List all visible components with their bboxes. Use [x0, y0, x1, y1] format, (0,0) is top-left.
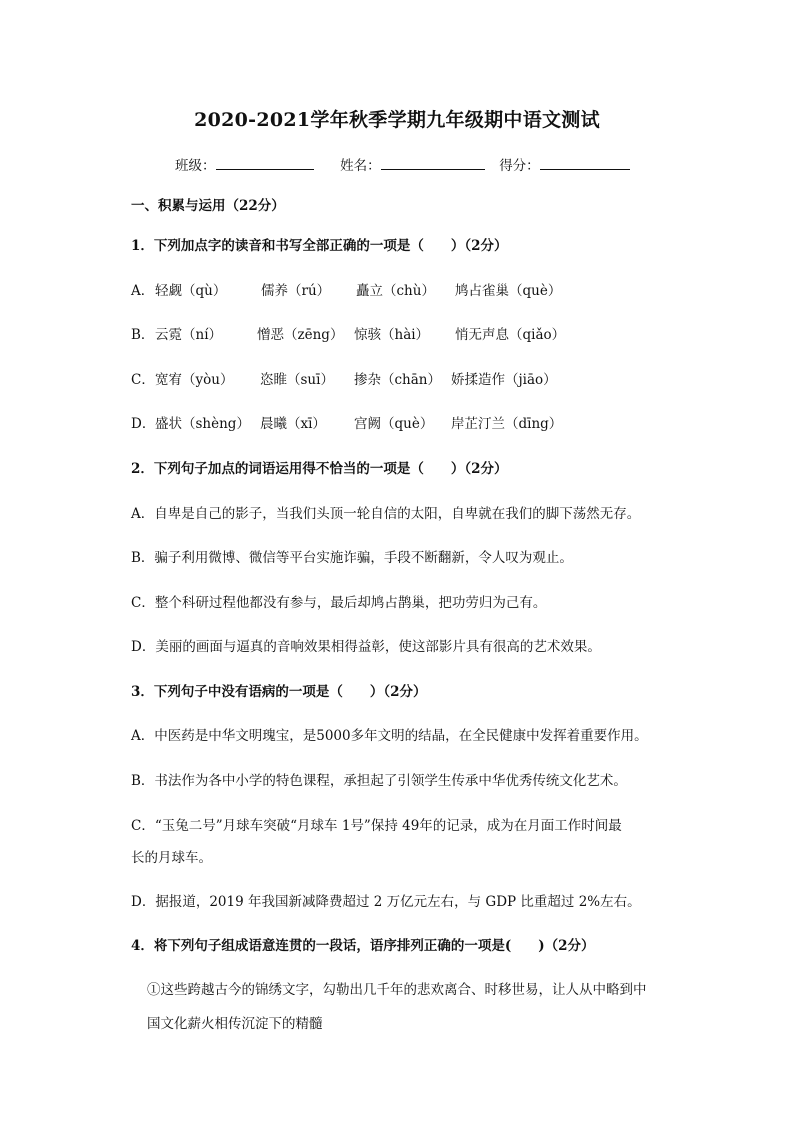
- q2-option-b: B．骗子利用微博、微信等平台实施诈骗，手段不断翻新，令人叹为观止。: [131, 550, 573, 566]
- option-item: 憎恶（zēng）: [257, 327, 344, 343]
- option-item: 晨曦（xī）: [260, 416, 326, 432]
- score-label: 得分：: [499, 158, 540, 174]
- q4-sentence-1: ①这些跨越古今的锦绣文字，勾勒出几千年的悲欢离合、时移世易，让人从中略到中: [147, 982, 647, 998]
- option-letter: B．: [131, 327, 155, 343]
- option-item: 恣睢（suī）: [260, 372, 334, 388]
- page-title: 2020-2021学年秋季学期九年级期中语文测试: [194, 109, 600, 131]
- q1-stem: 1．下列加点字的读音和书写全部正确的一项是（ ）（2分）: [131, 238, 508, 254]
- option-item: 宽宥（yòu）: [155, 372, 234, 388]
- option-item: 轻觑（qù）: [155, 283, 227, 299]
- q3-option-b: B．书法作为各中小学的特色课程，承担起了引领学生传承中华优秀传统文化艺术。: [131, 773, 627, 789]
- option-item: 云霓（ní）: [155, 327, 223, 343]
- name-blank[interactable]: [381, 156, 485, 170]
- q2-option-a: A．自卑是自己的影子，当我们头顶一轮自信的太阳，自卑就在我们的脚下荡然无存。: [131, 506, 641, 522]
- section-heading: 一、积累与运用（22分）: [131, 198, 285, 214]
- q2-option-d: D．美丽的画面与逼真的音响效果相得益彰，使这部影片具有很高的艺术效果。: [131, 639, 601, 655]
- option-item: 悄无声息（qiǎo）: [455, 327, 566, 343]
- q3-option-c: C．“玉兔二号”月球车突破“月球车 1号”保持 49年的记录，成为在月面工作时间最: [131, 818, 622, 834]
- name-label: 姓名：: [340, 158, 381, 174]
- option-item: 岸芷汀兰（dīng）: [451, 416, 563, 432]
- q4-stem: 4．将下列句子组成语意连贯的一段话，语序排列正确的一项是( )（2分）: [131, 938, 595, 954]
- q3-option-d: D．据报道，2019 年我国新减降费超过 2 万亿元左右，与 GDP 比重超过 2%左右。: [131, 894, 641, 910]
- option-item: 矗立（chù）: [356, 283, 435, 299]
- option-letter: D．: [131, 416, 156, 432]
- class-blank[interactable]: [216, 156, 314, 170]
- q2-stem: 2．下列句子加点的词语运用得不恰当的一项是（ ）（2分）: [131, 461, 508, 477]
- option-item: 惊骇（hài）: [354, 327, 430, 343]
- option-item: 宫阙（què）: [354, 416, 434, 432]
- class-label: 班级：: [175, 158, 216, 174]
- student-info-row: [175, 154, 630, 174]
- q3-option-a: A．中医药是中华文明瑰宝，是5000多年文明的结晶，在全民健康中发挥着重要作用。: [131, 728, 648, 744]
- q2-option-c: C．整个科研过程他都没有参与，最后却鸠占鹊巢，把功劳归为己有。: [131, 595, 547, 611]
- option-item: 盛状（shèng）: [155, 416, 250, 432]
- score-blank[interactable]: [540, 156, 630, 170]
- q3-option-c-cont: 长的月球车。: [131, 850, 212, 866]
- option-letter: C．: [131, 372, 155, 388]
- q4-sentence-1-cont: 国文化薪火相传沉淀下的精髓: [147, 1016, 323, 1032]
- option-item: 掺杂（chān）: [354, 372, 441, 388]
- option-item: 儒养（rú）: [261, 283, 331, 299]
- option-letter: A．: [131, 283, 155, 299]
- q3-stem: 3．下列句子中没有语病的一项是（ ）（2分）: [131, 684, 427, 700]
- option-item: 鸠占雀巢（què）: [455, 283, 562, 299]
- option-item: 娇揉造作（jiāo）: [451, 372, 557, 388]
